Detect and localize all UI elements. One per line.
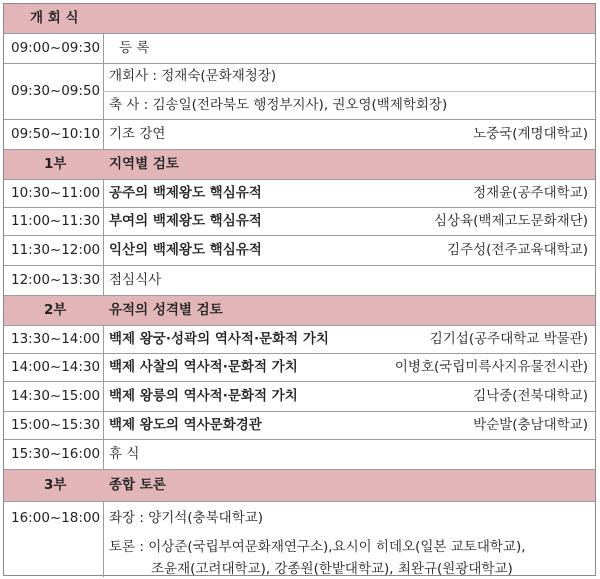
program-cell: 익산의 백제왕도 핵심유적: [109, 242, 262, 258]
schedule-row: [4, 120, 595, 150]
speaker-cell: 김기섭(공주대학교 박물관): [429, 331, 588, 347]
schedule-row: [4, 64, 595, 120]
part2-label: 2부: [44, 302, 67, 318]
time-cell: 11:30~12:00: [11, 242, 101, 258]
opening-remarks: 개회사 : 정재숙(문화재청장): [109, 68, 277, 84]
time-cell: 11:00~11:30: [11, 213, 101, 229]
opening-header-label: 개 회 식: [30, 10, 79, 26]
program-cell: 등 록: [119, 40, 150, 56]
part2-header-row: [4, 296, 595, 326]
time-cell: 15:00~15:30: [11, 417, 101, 433]
schedule-row: [4, 236, 595, 266]
program-cell: 백제 왕궁·성곽의 역사적·문화적 가치: [109, 331, 329, 347]
column-divider: [103, 412, 104, 439]
time-cell: 12:00~13:30: [11, 272, 101, 288]
part1-title: 지역별 검토: [109, 156, 179, 172]
speaker-cell: 김낙중(전북대학교): [473, 388, 588, 404]
time-cell: 14:30~15:00: [11, 388, 101, 404]
part3-header-row: [4, 470, 595, 502]
part3-label: 3부: [44, 477, 67, 493]
schedule-row: [4, 354, 595, 382]
program-cell: 백제 왕도의 역사문화경관: [109, 417, 262, 433]
part1-label: 1부: [44, 156, 67, 172]
schedule-row: [4, 326, 595, 354]
column-divider: [103, 326, 104, 353]
chair-cell: 좌장 : 양기석(충북대학교): [109, 510, 264, 526]
schedule-row: [4, 266, 595, 296]
schedule-row: [4, 34, 595, 64]
program-cell: 휴 식: [109, 446, 140, 462]
schedule-row: [4, 382, 595, 412]
congratulatory-remarks: 축 사 : 김송일(전라북도 행정부지사), 권오영(백제학회장): [109, 97, 448, 113]
program-cell: 백제 왕릉의 역사적·문화적 가치: [109, 388, 298, 404]
panel-line-1: 토론 : 이상준(국립부여문화재연구소),요시이 히데오(일본 교토대학교),: [109, 539, 526, 555]
time-cell: 09:50~10:10: [11, 126, 101, 142]
schedule-row: [4, 502, 595, 577]
program-cell: 백제 사찰의 역사적·문화적 가치: [109, 359, 298, 375]
column-divider: [103, 34, 104, 63]
program-cell: 기조 강연: [109, 126, 166, 142]
column-divider: [103, 502, 104, 577]
speaker-cell: 심상육(백제고도문화재단): [434, 213, 588, 229]
column-divider: [103, 440, 104, 469]
speaker-cell: 이병호(국립미륵사지유물전시관): [394, 359, 588, 375]
time-cell: 13:30~14:00: [11, 331, 101, 347]
speaker-cell: 정재윤(공주대학교): [473, 185, 588, 201]
schedule-table: [3, 3, 596, 576]
column-divider: [103, 382, 104, 411]
column-divider: [103, 266, 104, 295]
time-cell: 10:30~11:00: [11, 185, 101, 201]
time-cell: 09:30~09:50: [11, 83, 101, 99]
program-cell: 부여의 백제왕도 핵심유적: [109, 213, 262, 229]
program-cell: 점심식사: [109, 272, 162, 288]
schedule-row: [4, 440, 595, 470]
part1-header-row: [4, 150, 595, 180]
column-divider: [103, 180, 104, 207]
column-divider: [103, 354, 104, 381]
schedule-row: [4, 180, 595, 208]
time-cell: 16:00~18:00: [11, 510, 101, 526]
time-cell: 09:00~09:30: [11, 40, 101, 56]
speaker-cell: 김주성(전주교육대학교): [447, 242, 588, 258]
speaker-cell: 박순발(충남대학교): [473, 417, 588, 433]
column-divider: [103, 236, 104, 265]
column-divider: [103, 120, 104, 149]
part3-title: 종합 토론: [109, 477, 166, 493]
speaker-cell: 노중국(계명대학교): [473, 126, 588, 142]
part2-title: 유적의 성격별 검토: [109, 302, 223, 318]
schedule-row: [4, 412, 595, 440]
opening-header-row: [4, 4, 595, 34]
schedule-row: [4, 208, 595, 236]
column-divider: [103, 208, 104, 235]
program-cell: 공주의 백제왕도 핵심유적: [109, 185, 262, 201]
panel-line-2: 조윤재(고려대학교), 강종원(한밭대학교), 최완규(원광대학교): [151, 561, 513, 577]
time-cell: 14:00~14:30: [11, 359, 101, 375]
inner-divider: [103, 91, 595, 92]
time-cell: 15:30~16:00: [11, 446, 101, 462]
